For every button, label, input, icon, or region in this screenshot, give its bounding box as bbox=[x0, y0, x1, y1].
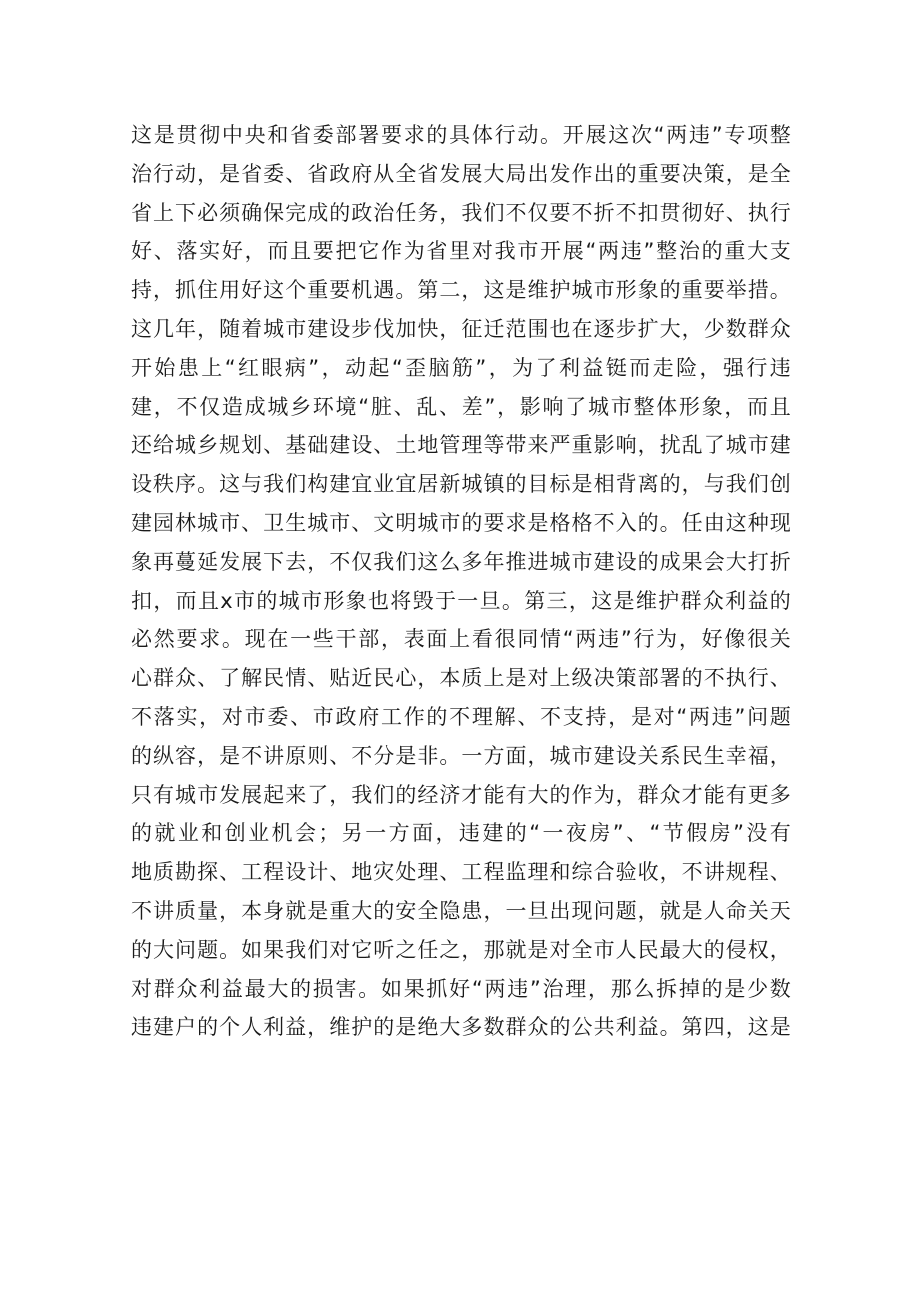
text-line: 地质勘探、工程设计、地灾处理、工程监理和综合验收，不讲规程、 bbox=[131, 860, 791, 885]
text-line: 不讲质量，本身就是重大的安全隐患，一旦出现问题，就是人命关天 bbox=[131, 898, 791, 923]
text-line: 建园林城市、卫生城市、文明城市的要求是格格不入的。任由这种现 bbox=[131, 510, 791, 535]
text-line: 持，抓住用好这个重要机遇。第二，这是维护城市形象的重要举措。 bbox=[131, 278, 791, 303]
text-line: 的就业和创业机会；另一方面，违建的“一夜房”、“节假房”没有 bbox=[131, 821, 791, 846]
text-line: 这几年，随着城市建设步伐加快，征迁范围也在逐步扩大，少数群众 bbox=[131, 316, 791, 341]
text-line: 治行动，是省委、省政府从全省发展大局出发作出的重要决策，是全 bbox=[131, 161, 791, 186]
text-line: 还给城乡规划、基础建设、土地管理等带来严重影响，扰乱了城市建 bbox=[131, 433, 791, 458]
text-line: 只有城市发展起来了，我们的经济才能有大的作为，群众才能有更多 bbox=[131, 782, 791, 807]
text-line: 心群众、了解民情、贴近民心，本质上是对上级决策部署的不执行、 bbox=[131, 666, 791, 691]
text-line: 不落实，对市委、市政府工作的不理解、不支持，是对“两违”问题 bbox=[131, 704, 791, 729]
text-line: 好、落实好，而且要把它作为省里对我市开展“两违”整治的重大支 bbox=[131, 239, 791, 264]
text-line: 建，不仅造成城乡环境“脏、乱、差”，影响了城市整体形象，而且 bbox=[131, 394, 791, 419]
body-paragraph bbox=[131, 116, 791, 1047]
text-line: 省上下必须确保完成的政治任务，我们不仅要不折不扣贯彻好、执行 bbox=[131, 200, 791, 225]
text-line: 象再蔓延发展下去，不仅我们这么多年推进城市建设的成果会大打折 bbox=[131, 549, 791, 574]
text-line: 扣，而且x市的城市形象也将毁于一旦。第三，这是维护群众利益的 bbox=[131, 588, 791, 613]
text-line: 必然要求。现在一些干部，表面上看很同情“两违”行为，好像很关 bbox=[131, 627, 791, 652]
text-line: 的大问题。如果我们对它听之任之，那就是对全市人民最大的侵权， bbox=[131, 937, 791, 962]
text-line: 的纵容，是不讲原则、不分是非。一方面，城市建设关系民生幸福， bbox=[131, 743, 791, 768]
text-line: 对群众利益最大的损害。如果抓好“两违”治理，那么拆掉的是少数 bbox=[131, 976, 791, 1001]
text-line: 开始患上“红眼病”，动起“歪脑筋”，为了利益铤而走险，强行违 bbox=[131, 355, 791, 380]
text-line: 设秩序。这与我们构建宜业宜居新城镇的目标是相背离的，与我们创 bbox=[131, 472, 791, 497]
text-line: 违建户的个人利益，维护的是绝大多数群众的公共利益。第四，这是 bbox=[131, 1015, 791, 1040]
text-line: 这是贯彻中央和省委部署要求的具体行动。开展这次“两违”专项整 bbox=[131, 123, 791, 147]
